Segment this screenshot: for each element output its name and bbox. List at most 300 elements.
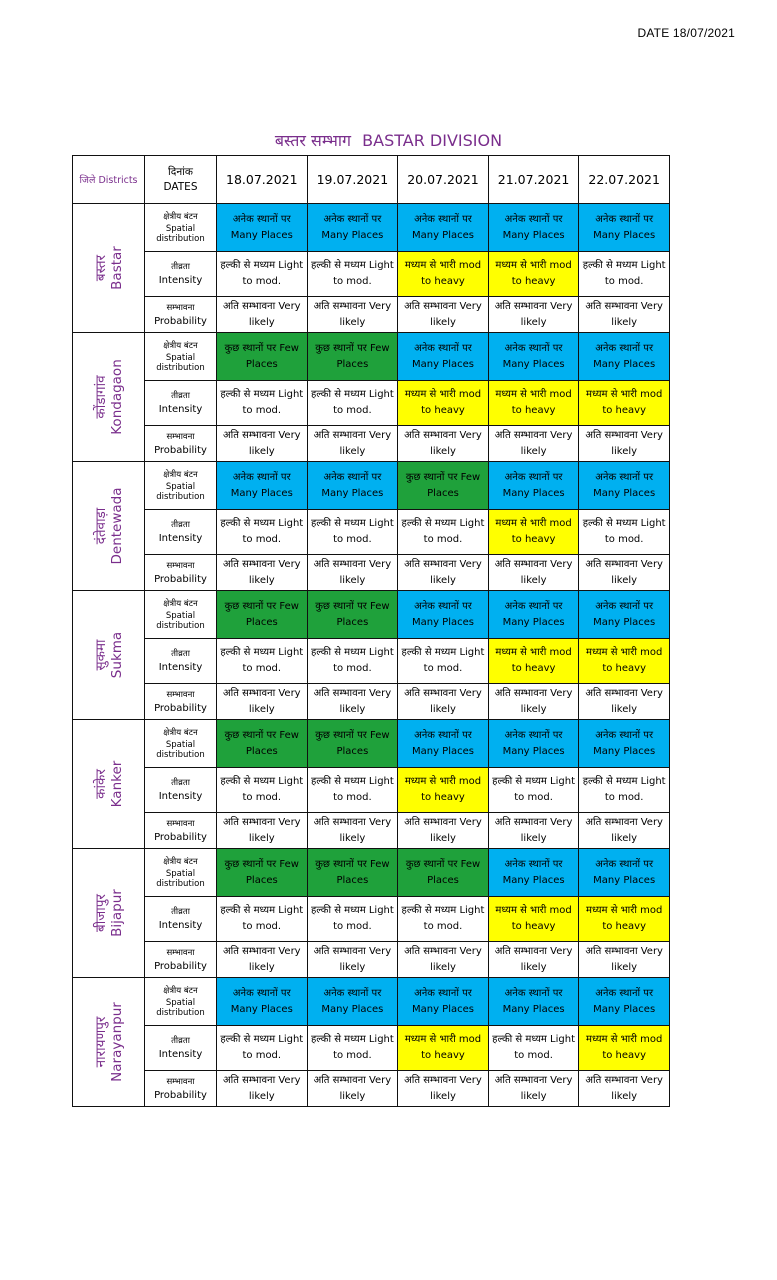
- probability-value: अति सम्भावना Very likely: [404, 687, 482, 715]
- spatial-value: कुछ स्थानों पर Few Places: [224, 729, 299, 757]
- intensity-cell: [307, 768, 398, 813]
- table-row: [73, 555, 670, 591]
- row-label-english: Spatial distribution: [156, 224, 205, 244]
- row-label-english: Probability: [154, 573, 207, 585]
- probability-cell: [488, 813, 579, 849]
- spatial-cell: [307, 849, 398, 897]
- intensity-cell: [579, 1026, 670, 1071]
- row-label-probability: [145, 942, 217, 978]
- spatial-cell: [398, 591, 489, 639]
- spatial-cell: [307, 591, 398, 639]
- row-label-english: Probability: [154, 702, 207, 714]
- forecast-table: [72, 155, 670, 1107]
- intensity-value: हल्की से मध्यम Light to mod.: [220, 389, 304, 416]
- spatial-cell: [488, 333, 579, 381]
- row-label-english: Probability: [154, 831, 207, 843]
- row-label-english: Intensity: [158, 533, 203, 544]
- probability-value: अति सम्भावना Very likely: [585, 687, 663, 715]
- spatial-value: अनेक स्थानों पर Many Places: [411, 600, 474, 628]
- intensity-value: हल्की से मध्यम Light to mod.: [582, 260, 666, 287]
- row-label-english: Spatial distribution: [156, 482, 205, 502]
- district-name: [73, 591, 145, 720]
- intensity-value: हल्की से मध्यम Light to mod.: [310, 647, 394, 674]
- table-row: [73, 813, 670, 849]
- district-name-english: Sukma: [108, 631, 125, 679]
- table-row: [73, 426, 670, 462]
- row-label-hindi: तीव्रता: [171, 1036, 190, 1046]
- row-label-spatial: [145, 204, 217, 252]
- probability-cell: [307, 1071, 398, 1107]
- district-name: [73, 720, 145, 849]
- row-label-english: Spatial distribution: [156, 740, 205, 760]
- spatial-value: अनेक स्थानों पर Many Places: [230, 213, 293, 241]
- district-name: [73, 204, 145, 333]
- table-row: [73, 381, 670, 426]
- district-name-vertical: [93, 246, 125, 290]
- intensity-cell: [488, 381, 579, 426]
- probability-cell: [488, 684, 579, 720]
- spatial-value: कुछ स्थानों पर Few Places: [315, 858, 390, 886]
- district-name-english: Dentewada: [108, 487, 125, 565]
- row-label-hindi: सम्भावना: [166, 302, 195, 313]
- intensity-cell: [579, 252, 670, 297]
- row-label-intensity: [145, 639, 217, 684]
- spatial-value: अनेक स्थानों पर Many Places: [411, 729, 474, 757]
- probability-cell: [579, 1071, 670, 1107]
- intensity-value: मध्यम से भारी mod to heavy: [404, 389, 482, 416]
- table-row: [73, 720, 670, 768]
- row-label-spatial: [145, 720, 217, 768]
- probability-value: अति सम्भावना Very likely: [585, 300, 663, 328]
- spatial-value: अनेक स्थानों पर Many Places: [230, 987, 293, 1015]
- districts-header: जिले Districts: [73, 156, 145, 204]
- spatial-value: कुछ स्थानों पर Few Places: [315, 729, 390, 757]
- row-label-hindi: क्षेत्रीय बंटन: [163, 857, 198, 867]
- probability-cell: [579, 426, 670, 462]
- probability-value: अति सम्भावना Very likely: [585, 945, 663, 973]
- table-row: [73, 462, 670, 510]
- row-label-intensity: [145, 510, 217, 555]
- probability-cell: [579, 297, 670, 333]
- intensity-cell: [579, 510, 670, 555]
- spatial-cell: [579, 591, 670, 639]
- row-label-hindi: सम्भावना: [166, 560, 195, 571]
- spatial-cell: [579, 333, 670, 381]
- row-label-probability: [145, 426, 217, 462]
- probability-value: अति सम्भावना Very likely: [222, 816, 301, 844]
- district-name-hindi: नारायणपुर: [92, 1016, 109, 1068]
- intensity-cell: [488, 768, 579, 813]
- probability-cell: [398, 426, 489, 462]
- district-name-english: Kanker: [108, 760, 125, 808]
- intensity-cell: [398, 510, 489, 555]
- intensity-cell: [579, 897, 670, 942]
- spatial-cell: [398, 333, 489, 381]
- date-header: 18.07.2021: [217, 156, 308, 204]
- intensity-cell: [398, 639, 489, 684]
- probability-cell: [307, 813, 398, 849]
- intensity-value: हल्की से मध्यम Light to mod.: [582, 776, 666, 803]
- row-label-hindi: तीव्रता: [171, 391, 190, 401]
- probability-value: अति सम्भावना Very likely: [222, 300, 301, 328]
- row-label-hindi: तीव्रता: [171, 907, 190, 917]
- intensity-value: मध्यम से भारी mod to heavy: [495, 905, 572, 932]
- intensity-cell: [217, 639, 308, 684]
- intensity-cell: [307, 381, 398, 426]
- probability-value: अति सम्भावना Very likely: [494, 429, 573, 457]
- intensity-value: मध्यम से भारी mod to heavy: [495, 260, 572, 287]
- district-name-hindi: कोंडागांव: [92, 375, 109, 419]
- probability-value: अति सम्भावना Very likely: [313, 687, 392, 715]
- row-label-intensity: [145, 1026, 217, 1071]
- probability-cell: [217, 684, 308, 720]
- table-row: [73, 768, 670, 813]
- intensity-value: हल्की से मध्यम Light to mod.: [220, 776, 304, 803]
- spatial-value: अनेक स्थानों पर Many Places: [321, 987, 384, 1015]
- row-label-english: Probability: [154, 1089, 207, 1101]
- row-label-probability: [145, 297, 217, 333]
- row-label-hindi: क्षेत्रीय बंटन: [163, 341, 198, 351]
- intensity-cell: [579, 639, 670, 684]
- report-date: DATE 18/07/2021: [637, 26, 735, 40]
- probability-value: अति सम्भावना Very likely: [585, 1074, 663, 1102]
- probability-value: अति सम्भावना Very likely: [585, 429, 663, 457]
- spatial-cell: [307, 204, 398, 252]
- row-label-english: Intensity: [158, 1049, 203, 1060]
- row-label-hindi: तीव्रता: [171, 778, 190, 788]
- intensity-cell: [398, 252, 489, 297]
- intensity-cell: [217, 768, 308, 813]
- row-label-english: Probability: [154, 444, 207, 456]
- row-label-english: Intensity: [158, 791, 203, 802]
- probability-value: अति सम्भावना Very likely: [313, 300, 392, 328]
- date-header: 20.07.2021: [398, 156, 489, 204]
- spatial-cell: [217, 849, 308, 897]
- intensity-cell: [488, 510, 579, 555]
- intensity-value: हल्की से मध्यम Light to mod.: [310, 389, 394, 416]
- probability-value: अति सम्भावना Very likely: [404, 816, 482, 844]
- spatial-cell: [217, 462, 308, 510]
- spatial-value: अनेक स्थानों पर Many Places: [502, 729, 565, 757]
- probability-cell: [398, 297, 489, 333]
- intensity-value: मध्यम से भारी mod to heavy: [495, 518, 572, 545]
- spatial-value: अनेक स्थानों पर Many Places: [593, 471, 656, 499]
- probability-cell: [398, 942, 489, 978]
- intensity-value: मध्यम से भारी mod to heavy: [495, 389, 572, 416]
- probability-value: अति सम्भावना Very likely: [494, 558, 573, 586]
- probability-cell: [307, 297, 398, 333]
- district-name: [73, 333, 145, 462]
- probability-value: अति सम्भावना Very likely: [313, 558, 392, 586]
- probability-value: अति सम्भावना Very likely: [313, 1074, 392, 1102]
- title-english: BASTAR DIVISION: [362, 131, 503, 150]
- row-label-hindi: सम्भावना: [166, 1076, 195, 1087]
- probability-value: अति सम्भावना Very likely: [494, 687, 573, 715]
- spatial-value: अनेक स्थानों पर Many Places: [502, 213, 565, 241]
- spatial-cell: [579, 978, 670, 1026]
- header-row: [73, 156, 670, 204]
- intensity-value: हल्की से मध्यम Light to mod.: [220, 647, 304, 674]
- district-name-english: Narayanpur: [108, 1002, 125, 1082]
- row-label-hindi: क्षेत्रीय बंटन: [163, 470, 198, 480]
- table-row: [73, 684, 670, 720]
- spatial-value: अनेक स्थानों पर Many Places: [502, 858, 565, 886]
- probability-cell: [579, 684, 670, 720]
- spatial-cell: [398, 462, 489, 510]
- probability-cell: [217, 297, 308, 333]
- row-label-spatial: [145, 849, 217, 897]
- row-label-hindi: क्षेत्रीय बंटन: [163, 599, 198, 609]
- probability-value: अति सम्भावना Very likely: [494, 1074, 573, 1102]
- probability-value: अति सम्भावना Very likely: [222, 687, 301, 715]
- row-label-intensity: [145, 768, 217, 813]
- spatial-value: अनेक स्थानों पर Many Places: [593, 342, 656, 370]
- row-label-english: Intensity: [158, 662, 203, 673]
- intensity-cell: [488, 897, 579, 942]
- probability-value: अति सम्भावना Very likely: [585, 558, 663, 586]
- probability-cell: [398, 813, 489, 849]
- row-label-spatial: [145, 462, 217, 510]
- row-label-hindi: क्षेत्रीय बंटन: [163, 986, 198, 996]
- probability-value: अति सम्भावना Very likely: [222, 558, 301, 586]
- intensity-cell: [488, 252, 579, 297]
- district-name-vertical: [93, 889, 125, 937]
- intensity-value: हल्की से मध्यम Light to mod.: [310, 518, 394, 545]
- district-name: [73, 462, 145, 591]
- intensity-cell: [398, 381, 489, 426]
- intensity-cell: [488, 639, 579, 684]
- intensity-cell: [217, 252, 308, 297]
- row-label-english: Spatial distribution: [156, 611, 205, 631]
- spatial-value: अनेक स्थानों पर Many Places: [321, 471, 384, 499]
- table-row: [73, 639, 670, 684]
- row-label-english: Probability: [154, 315, 207, 327]
- intensity-cell: [217, 381, 308, 426]
- spatial-cell: [488, 204, 579, 252]
- table-row: [73, 1026, 670, 1071]
- probability-cell: [488, 1071, 579, 1107]
- page-title: [0, 129, 777, 151]
- probability-value: अति सम्भावना Very likely: [494, 300, 573, 328]
- intensity-value: हल्की से मध्यम Light to mod.: [401, 905, 485, 932]
- spatial-cell: [217, 333, 308, 381]
- intensity-value: हल्की से मध्यम Light to mod.: [310, 1034, 394, 1061]
- intensity-value: मध्यम से भारी mod to heavy: [586, 905, 663, 932]
- intensity-cell: [307, 252, 398, 297]
- district-name-english: Kondagaon: [108, 359, 125, 435]
- intensity-cell: [217, 1026, 308, 1071]
- table-row: [73, 333, 670, 381]
- probability-cell: [579, 813, 670, 849]
- spatial-value: कुछ स्थानों पर Few Places: [315, 600, 390, 628]
- probability-cell: [488, 555, 579, 591]
- intensity-cell: [307, 1026, 398, 1071]
- probability-cell: [488, 426, 579, 462]
- probability-cell: [579, 555, 670, 591]
- probability-cell: [398, 684, 489, 720]
- intensity-cell: [217, 510, 308, 555]
- probability-cell: [217, 1071, 308, 1107]
- probability-cell: [488, 942, 579, 978]
- spatial-cell: [217, 978, 308, 1026]
- row-label-probability: [145, 1071, 217, 1107]
- spatial-value: अनेक स्थानों पर Many Places: [411, 987, 474, 1015]
- intensity-value: मध्यम से भारी mod to heavy: [586, 1034, 663, 1061]
- row-label-spatial: [145, 591, 217, 639]
- probability-cell: [579, 942, 670, 978]
- intensity-cell: [307, 510, 398, 555]
- intensity-value: हल्की से मध्यम Light to mod.: [582, 518, 666, 545]
- district-name-vertical: [93, 1002, 125, 1082]
- spatial-cell: [488, 978, 579, 1026]
- title-hindi: बस्तर सम्भाग: [274, 131, 352, 150]
- intensity-cell: [307, 639, 398, 684]
- spatial-cell: [217, 591, 308, 639]
- spatial-cell: [398, 204, 489, 252]
- intensity-value: हल्की से मध्यम Light to mod.: [492, 776, 576, 803]
- spatial-value: कुछ स्थानों पर Few Places: [405, 858, 481, 886]
- spatial-cell: [217, 204, 308, 252]
- table-row: [73, 204, 670, 252]
- date-header: 19.07.2021: [307, 156, 398, 204]
- district-name-hindi: सुकमा: [92, 639, 109, 671]
- intensity-value: मध्यम से भारी mod to heavy: [495, 647, 572, 674]
- row-label-probability: [145, 813, 217, 849]
- intensity-cell: [398, 1026, 489, 1071]
- district-name-vertical: [93, 359, 125, 435]
- row-label-hindi: क्षेत्रीय बंटन: [163, 212, 198, 222]
- row-label-hindi: सम्भावना: [166, 431, 195, 442]
- row-label-english: Probability: [154, 960, 207, 972]
- spatial-cell: [307, 978, 398, 1026]
- probability-cell: [488, 297, 579, 333]
- district-name-english: Bijapur: [108, 889, 125, 937]
- probability-value: अति सम्भावना Very likely: [404, 558, 482, 586]
- row-label-english: Intensity: [158, 920, 203, 931]
- row-label-probability: [145, 684, 217, 720]
- intensity-value: हल्की से मध्यम Light to mod.: [401, 518, 485, 545]
- district-name-hindi: बस्तर: [92, 254, 109, 282]
- probability-cell: [217, 942, 308, 978]
- intensity-cell: [307, 897, 398, 942]
- intensity-cell: [217, 897, 308, 942]
- row-label-hindi: क्षेत्रीय बंटन: [163, 728, 198, 738]
- table-row: [73, 510, 670, 555]
- table-row: [73, 897, 670, 942]
- intensity-value: हल्की से मध्यम Light to mod.: [310, 260, 394, 287]
- probability-value: अति सम्भावना Very likely: [313, 816, 392, 844]
- probability-value: अति सम्भावना Very likely: [313, 945, 392, 973]
- row-label-intensity: [145, 897, 217, 942]
- probability-cell: [398, 1071, 489, 1107]
- spatial-cell: [307, 333, 398, 381]
- intensity-value: हल्की से मध्यम Light to mod.: [310, 776, 394, 803]
- intensity-value: हल्की से मध्यम Light to mod.: [220, 518, 304, 545]
- spatial-value: अनेक स्थानों पर Many Places: [502, 471, 565, 499]
- spatial-value: कुछ स्थानों पर Few Places: [224, 342, 299, 370]
- row-label-english: Intensity: [158, 404, 203, 415]
- spatial-value: कुछ स्थानों पर Few Places: [224, 858, 299, 886]
- spatial-cell: [398, 978, 489, 1026]
- row-label-probability: [145, 555, 217, 591]
- table-row: [73, 849, 670, 897]
- intensity-cell: [398, 768, 489, 813]
- probability-cell: [307, 555, 398, 591]
- district-name: [73, 978, 145, 1107]
- spatial-value: अनेक स्थानों पर Many Places: [230, 471, 293, 499]
- intensity-value: मध्यम से भारी mod to heavy: [586, 389, 663, 416]
- district-name-hindi: बीजापुर: [92, 894, 109, 932]
- probability-value: अति सम्भावना Very likely: [404, 1074, 482, 1102]
- spatial-cell: [579, 720, 670, 768]
- district-name-hindi: कांकेर: [92, 769, 109, 799]
- probability-cell: [217, 426, 308, 462]
- probability-value: अति सम्भावना Very likely: [222, 945, 301, 973]
- spatial-cell: [398, 849, 489, 897]
- spatial-value: कुछ स्थानों पर Few Places: [315, 342, 390, 370]
- intensity-value: हल्की से मध्यम Light to mod.: [220, 1034, 304, 1061]
- table-row: [73, 297, 670, 333]
- row-label-hindi: तीव्रता: [171, 649, 190, 659]
- row-label-english: Spatial distribution: [156, 353, 205, 373]
- probability-cell: [307, 942, 398, 978]
- dates-header-english: DATES: [163, 180, 198, 193]
- spatial-value: कुछ स्थानों पर Few Places: [224, 600, 299, 628]
- spatial-value: अनेक स्थानों पर Many Places: [593, 987, 656, 1015]
- probability-cell: [217, 555, 308, 591]
- table-row: [73, 978, 670, 1026]
- spatial-value: अनेक स्थानों पर Many Places: [593, 858, 656, 886]
- date-header: 22.07.2021: [579, 156, 670, 204]
- district-name-vertical: [93, 632, 125, 678]
- spatial-cell: [488, 591, 579, 639]
- intensity-cell: [398, 897, 489, 942]
- probability-value: अति सम्भावना Very likely: [494, 816, 573, 844]
- intensity-value: मध्यम से भारी mod to heavy: [404, 776, 482, 803]
- spatial-value: अनेक स्थानों पर Many Places: [502, 600, 565, 628]
- row-label-hindi: सम्भावना: [166, 947, 195, 958]
- probability-cell: [307, 426, 398, 462]
- intensity-value: हल्की से मध्यम Light to mod.: [401, 647, 485, 674]
- date-header: 21.07.2021: [488, 156, 579, 204]
- spatial-cell: [307, 462, 398, 510]
- probability-value: अति सम्भावना Very likely: [222, 429, 301, 457]
- probability-cell: [217, 813, 308, 849]
- spatial-value: अनेक स्थानों पर Many Places: [411, 342, 474, 370]
- district-name-english: Bastar: [108, 246, 125, 290]
- row-label-spatial: [145, 333, 217, 381]
- row-label-english: Spatial distribution: [156, 998, 205, 1018]
- spatial-value: अनेक स्थानों पर Many Places: [502, 342, 565, 370]
- spatial-value: अनेक स्थानों पर Many Places: [502, 987, 565, 1015]
- spatial-cell: [579, 462, 670, 510]
- intensity-cell: [579, 768, 670, 813]
- row-label-spatial: [145, 978, 217, 1026]
- spatial-value: अनेक स्थानों पर Many Places: [321, 213, 384, 241]
- spatial-cell: [488, 720, 579, 768]
- intensity-value: मध्यम से भारी mod to heavy: [404, 1034, 482, 1061]
- spatial-cell: [217, 720, 308, 768]
- row-label-hindi: तीव्रता: [171, 520, 190, 530]
- intensity-value: हल्की से मध्यम Light to mod.: [220, 260, 304, 287]
- probability-value: अति सम्भावना Very likely: [494, 945, 573, 973]
- table-row: [73, 591, 670, 639]
- intensity-value: हल्की से मध्यम Light to mod.: [310, 905, 394, 932]
- spatial-cell: [579, 849, 670, 897]
- probability-value: अति सम्भावना Very likely: [313, 429, 392, 457]
- probability-value: अति सम्भावना Very likely: [222, 1074, 301, 1102]
- district-name-vertical: [93, 487, 125, 564]
